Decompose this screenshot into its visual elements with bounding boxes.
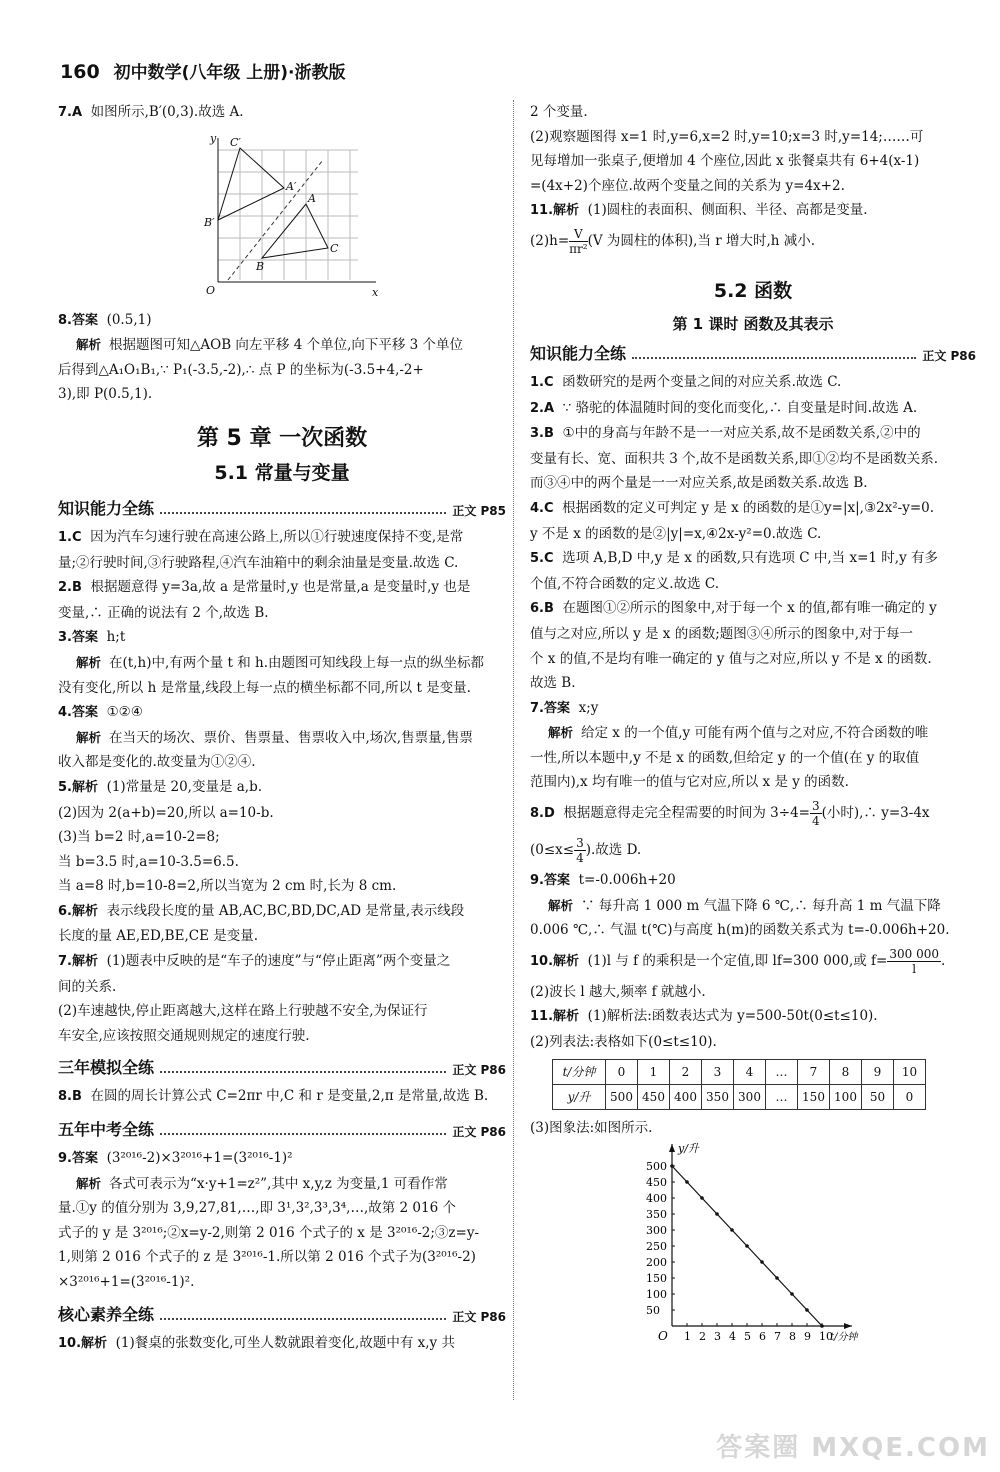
q8-line: 3),即 P(0.5,1). xyxy=(58,386,153,403)
data-point xyxy=(805,1308,809,1312)
table-cell: 10 xyxy=(894,1059,926,1084)
x-tick-label: 1 xyxy=(684,1330,691,1344)
text-line: 间的关系. xyxy=(58,978,117,995)
text-line: 11.解析 (1)解析法:函数表达式为 y=500-50t(0≤t≤10). xyxy=(530,1008,878,1025)
text-line: 范围内),x 均有唯一的值与它对应,所以 x 是 y 的函数. xyxy=(530,774,849,791)
lesson-title: 第 1 课时 函数及其表示 xyxy=(672,314,834,333)
table-cell: 350 xyxy=(702,1084,734,1109)
text-line: 2 个变量. xyxy=(530,104,588,120)
column-divider xyxy=(513,100,514,1400)
table-cell: 9 xyxy=(862,1059,894,1084)
table-cell: 50 xyxy=(862,1084,894,1109)
table-cell: 300 xyxy=(734,1084,766,1109)
text-line: 见每增加一张桌子,便增加 4 个座位,因此 x 张餐桌共有 6+4(x-1) xyxy=(530,153,920,170)
x-tick-label: 6 xyxy=(759,1330,766,1344)
x-arrow xyxy=(844,1323,852,1329)
practice-heading: 核心素养全练 正文 P86 xyxy=(58,1304,506,1324)
table-cell: 400 xyxy=(670,1084,702,1109)
origin-label: O xyxy=(658,1329,668,1344)
text-line: (2)因为 2(a+b)=20,所以 a=10-b. xyxy=(58,804,274,821)
fig-label: B′ xyxy=(204,215,215,229)
text-line: 值与之对应,所以 y 是 x 的函数;题图③④所示的图象中,对于每一 xyxy=(530,625,914,642)
y-tick-label: 400 xyxy=(646,1192,667,1206)
table-cell: 4 xyxy=(734,1059,766,1084)
x-tick-label: 5 xyxy=(744,1330,751,1344)
y-tick-label: 200 xyxy=(646,1256,667,1270)
practice-heading: 知识能力全练 正文 P86 xyxy=(530,343,976,363)
table-cell: 1 xyxy=(638,1059,670,1084)
text-line: 5.C 选项 A,B,D 中,y 是 x 的函数,只有选项 C 中,当 x=1 时,y 有多 xyxy=(530,550,938,567)
q8-line: 后得到△A₁O₁B₁,∵ P₁(-3.5,-2),∴ 点 P 的坐标为(-3.5+4,-2+ xyxy=(58,361,424,378)
text-line: 量.①y 的值分别为 3,9,27,81,…,即 3¹,3²,3³,3⁴,…,故第 2 016 个 xyxy=(58,1200,456,1217)
text-line: 7.答案 x;y xyxy=(530,699,599,716)
text-line: 而③④中的两个量是一一对应关系,故是函数关系.故选 B. xyxy=(530,475,868,492)
right-column xyxy=(530,100,976,1354)
answer-block xyxy=(58,1331,506,1357)
text-line: (2)车速越快,停止距离越大,这样在路上行驶越不安全,为保证行 xyxy=(58,1003,428,1020)
value-table xyxy=(552,1059,926,1110)
text-line: (3)图象法:如图所示. xyxy=(530,1119,653,1136)
text-line: 变量,∴ 正确的说法有 2 个,故选 B. xyxy=(58,604,269,621)
text-line: 10.解析 (1)餐桌的张数变化,可坐人数就跟着变化,故题中有 x,y 共 xyxy=(58,1334,455,1351)
text-line: 解析 给定 x 的一个值,y 可能有两个值与之对应,不符合函数的唯 xyxy=(548,725,929,742)
table-cell: 500 xyxy=(606,1084,638,1109)
watermark: 答案圈 MXQE.COM xyxy=(716,1433,990,1463)
text-line: 一性,所以本题中,y 不是 x 的函数,但给定 y 的一个值(在 y 的取值 xyxy=(530,749,920,766)
function-graph xyxy=(630,1140,890,1350)
fig-label: C xyxy=(330,241,339,255)
fig-label: O xyxy=(206,283,216,297)
answer-block xyxy=(530,100,976,224)
y-tick-label: 250 xyxy=(646,1240,667,1254)
q10-line: 10.解析 (1)l 与 f 的乘积是一个定值,即 lf=300 000,或 f= $\frac{300 000}{l}$ . xyxy=(530,946,946,976)
data-point xyxy=(820,1324,824,1328)
text-line: =(4x+2)个座位.故两个变量之间的关系为 y=4x+2. xyxy=(530,177,845,194)
q8-line: (0≤x≤ $\frac{3}{4}$ ).故选 D. xyxy=(530,836,642,866)
answer-block xyxy=(530,370,976,795)
table-cell: 0 xyxy=(606,1059,638,1084)
practice-heading: 知识能力全练 正文 P85 xyxy=(58,498,506,518)
text-line: 没有变化,所以 h 是常量,线段上每一点的横坐标都不同,所以 t 是变量. xyxy=(58,679,471,696)
data-point xyxy=(670,1164,674,1168)
table-cell: 150 xyxy=(798,1084,830,1109)
table-cell: 2 xyxy=(670,1059,702,1084)
page-header xyxy=(60,58,346,83)
x-tick-label: 3 xyxy=(714,1330,721,1344)
fig-label: x xyxy=(372,285,379,299)
text-line: 0.006 ℃,∴ 气温 t(℃)与高度 h(m)的函数关系式为 t=-0.006h+20. xyxy=(530,922,950,939)
x-tick-label: 9 xyxy=(804,1330,811,1344)
text-line: 个 x 的值,不是均有唯一确定的 y 值与之对应,所以 y 不是 x 的函数. xyxy=(530,650,932,667)
text-line: (2)波长 l 越大,频率 f 就越小. xyxy=(530,983,706,1000)
y-tick-label: 100 xyxy=(646,1288,667,1302)
table-cell: 450 xyxy=(638,1084,670,1109)
answer-block xyxy=(58,525,506,1048)
q8-answer: 8.答案 (0.5,1) xyxy=(58,311,152,328)
practice-heading: 三年模拟全练 正文 P86 xyxy=(58,1058,506,1078)
text-line: 解析 在(t,h)中,有两个量 t 和 h.由题图可知线段上每一点的纵坐标都 xyxy=(76,654,485,671)
y-tick-label: 300 xyxy=(646,1224,667,1238)
fig-label: y xyxy=(210,131,217,145)
data-point xyxy=(745,1244,749,1248)
text-line: 量;②行驶时间,③行驶路程,④汽车油箱中的剩余油量是变量.故选 C. xyxy=(58,554,459,571)
y-tick-label: 50 xyxy=(646,1304,660,1318)
y-tick-label: 350 xyxy=(646,1208,667,1222)
table-cell: 8 xyxy=(830,1059,862,1084)
data-point xyxy=(775,1276,779,1280)
text-line: 3.B ①中的身高与年龄不是一一对应关系,故不是函数关系,②中的 xyxy=(530,425,921,442)
text-line: (2)观察题图得 x=1 时,y=6,x=2 时,y=10;x=3 时,y=14;……可 xyxy=(530,128,924,145)
fig-label: A′ xyxy=(286,179,297,193)
text-line: 4.C 根据函数的定义可判定 y 是 x 的函数的是①y=|x|,③2x²-y=0. xyxy=(530,499,935,516)
page-number: 160 xyxy=(60,61,100,83)
text-line: 4.答案 ①②④ xyxy=(58,704,143,721)
answer-block xyxy=(58,1084,506,1110)
text-line: 车安全,应该按照交通规则规定的速度行驶. xyxy=(58,1027,310,1044)
q8-line: 解析 根据题图可知△AOB 向左平移 4 个单位,向下平移 3 个单位 xyxy=(76,337,464,354)
text-line: (2)列表法:表格如下(0≤t≤10). xyxy=(530,1034,717,1051)
q8-line: 8.D 根据题意得走完全程需要的时间为 3÷4= $\frac{3}{4}$ (小时),∴ y=3-4x xyxy=(530,799,930,829)
text-line: 7.解析 (1)题表中反映的是“车子的速度”与“停止距离”两个变量之 xyxy=(58,953,451,970)
text-line: 当 b=3.5 时,a=10-3.5=6.5. xyxy=(58,853,239,870)
table-cell: 100 xyxy=(830,1084,862,1109)
y-tick-label: 500 xyxy=(646,1160,667,1174)
text-line: 解析 各式可表示为“x·y+1=z²”,其中 x,y,z 为变量,1 可看作常 xyxy=(76,1175,448,1192)
x-tick-label: 4 xyxy=(729,1330,736,1344)
text-line: 故选 B. xyxy=(530,675,576,692)
x-tick-label: 8 xyxy=(789,1330,796,1344)
data-point xyxy=(730,1228,734,1232)
left-column xyxy=(58,100,506,1356)
book-title: 初中数学(八年级 上册)·浙教版 xyxy=(113,63,346,83)
text-line: 3.答案 h;t xyxy=(58,629,126,646)
table-cell: … xyxy=(766,1084,798,1109)
text-line: (3)当 b=2 时,a=10-2=8; xyxy=(58,829,220,846)
section-title: 5.1 常量与变量 xyxy=(214,461,350,484)
section-title: 5.2 函数 xyxy=(713,279,793,302)
x-tick-label: 10 xyxy=(819,1330,833,1344)
fig-label: C′ xyxy=(230,135,241,149)
text-line: 6.B 在题图①②所示的图象中,对于每一个 x 的值,都有唯一确定的 y xyxy=(530,600,937,617)
x-tick-label: 7 xyxy=(774,1330,781,1344)
text-line: y 不是 x 的函数的是②|y|=x,④2x-y²=0.故选 C. xyxy=(530,525,822,542)
q7-line: 7.A 如图所示,B′(0,3).故选 A. xyxy=(58,104,244,120)
text-line: 变量有长、宽、面积共 3 个,故不是函数关系,即①②均不是函数关系. xyxy=(530,450,939,467)
y-tick-label: 150 xyxy=(646,1272,667,1286)
text-line: 8.B 在圆的周长计算公式 C=2πr 中,C 和 r 是变量,2,π 是常量,故选 B. xyxy=(58,1088,489,1105)
practice-heading: 五年中考全练 正文 P86 xyxy=(58,1120,506,1140)
text-line: 解析 在当天的场次、票价、售票量、售票收入中,场次,售票量,售票 xyxy=(76,729,473,746)
q11-formula: (2)h= $\frac{V}{\text{πr²}}$ (V 为圆柱的体积),当 r 增大时,h 减小. xyxy=(530,226,816,256)
data-point xyxy=(685,1180,689,1184)
text-line: 长度的量 AE,ED,BE,CE 是变量. xyxy=(58,928,259,945)
table-cell: 0 xyxy=(894,1084,926,1109)
text-line: 式子的 y 是 3²⁰¹⁶;②x=y-2,则第 2 016 个式子的 x 是 3²⁰¹⁶-2;③z=y- xyxy=(58,1224,480,1241)
text-line: 1,则第 2 016 个式子的 z 是 3²⁰¹⁶-1.所以第 2 016 个式子为(3²⁰¹⁶-2) xyxy=(58,1249,476,1266)
table-cell: 3 xyxy=(702,1059,734,1084)
data-point xyxy=(700,1196,704,1200)
text-line: 6.解析 表示线段长度的量 AB,AC,BC,BD,DC,AD 是常量,表示线段 xyxy=(58,902,465,919)
y-tick-label: 450 xyxy=(646,1176,667,1190)
text-line: 收入都是变化的.故变量为①②④. xyxy=(58,754,256,771)
text-line: 当 a=8 时,b=10-8=2,所以当宽为 2 cm 时,长为 8 cm. xyxy=(58,878,397,895)
text-line: 1.C 函数研究的是两个变量之间的对应关系.故选 C. xyxy=(530,373,842,390)
text-line: 解析 ∵ 每升高 1 000 m 气温下降 6 ℃,∴ 每升高 1 m 气温下降 xyxy=(548,897,941,914)
fig-label: B xyxy=(256,259,265,273)
text-line: ×3²⁰¹⁶+1=(3²⁰¹⁶-1)². xyxy=(58,1274,195,1290)
data-point xyxy=(715,1212,719,1216)
y-arrow xyxy=(669,1144,675,1152)
fig-label: A xyxy=(308,191,316,205)
coordinate-figure xyxy=(198,130,388,300)
y-axis-label: y/升 xyxy=(678,1142,699,1156)
text-line: 9.答案 t=-0.006h+20 xyxy=(530,872,676,889)
table-header: t/分钟 xyxy=(553,1059,606,1084)
x-tick-label: 2 xyxy=(699,1330,706,1344)
answer-block xyxy=(530,868,976,943)
data-point xyxy=(790,1292,794,1296)
text-line: 个值,不符合函数的定义.故选 C. xyxy=(530,575,720,592)
answer-block xyxy=(530,1116,976,1141)
x-axis-label: t/分钟 xyxy=(830,1332,858,1344)
text-line: 9.答案 (3²⁰¹⁶-2)×3²⁰¹⁶+1=(3²⁰¹⁶-1)² xyxy=(58,1150,293,1167)
answer-block xyxy=(58,1146,506,1295)
text-line: 1.C 因为汽车匀速行驶在高速公路上,所以①行驶速度保持不变,是常 xyxy=(58,528,464,545)
table-cell: 7 xyxy=(798,1059,830,1084)
text-line: 2.B 根据题意得 y=3a,故 a 是常量时,y 也是常量,a 是变量时,y 也是 xyxy=(58,579,471,596)
table-cell: … xyxy=(766,1059,798,1084)
chapter-title: 第 5 章 一次函数 xyxy=(196,425,368,451)
text-line: 5.解析 (1)常量是 20,变量是 a,b. xyxy=(58,778,263,795)
text-line: 11.解析 (1)圆柱的表面积、侧面积、半径、高都是变量. xyxy=(530,202,868,219)
data-point xyxy=(760,1260,764,1264)
answer-block xyxy=(530,980,976,1055)
text-line: 2.A ∵ 骆驼的体温随时间的变化而变化,∴ 自变量是时间.故选 A. xyxy=(530,399,918,416)
table-header: y/升 xyxy=(553,1084,606,1109)
